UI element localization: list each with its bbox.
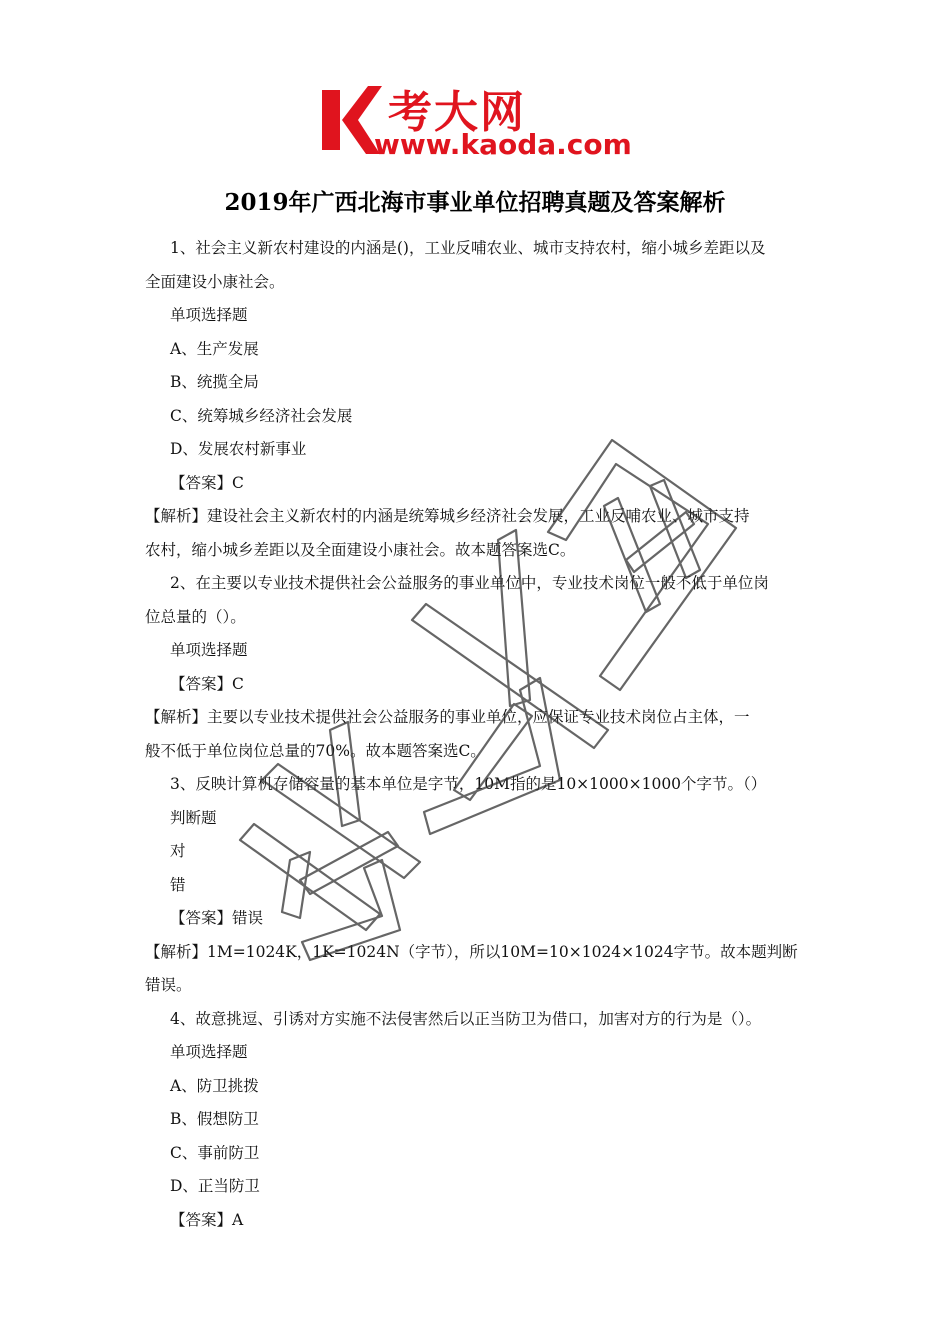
q4-answer: 【答案】A xyxy=(170,1210,244,1229)
q2-stem-line1: 2、在主要以专业技术提供社会公益服务的事业单位中，专业技术岗位一般不低于单位岗 xyxy=(170,574,769,592)
q4-option-c: C、事前防卫 xyxy=(170,1143,260,1162)
q1-analysis-line2: 农村，缩小城乡差距以及全面建设小康社会。故本题答案选C。 xyxy=(145,540,576,559)
kaoda-logo xyxy=(318,80,638,160)
q1-option-a: A、生产发展 xyxy=(170,339,259,358)
q1-stem-line1: 1、社会主义新农村建设的内涵是()，工业反哺农业、城市支持农村，缩小城乡差距以及 xyxy=(170,239,766,257)
q2-type: 单项选择题 xyxy=(170,641,248,659)
q4-type: 单项选择题 xyxy=(170,1043,248,1061)
q2-stem-line2: 位总量的（）。 xyxy=(145,607,246,626)
q4-option-a: A、防卫挑拨 xyxy=(170,1076,259,1095)
exam-content xyxy=(145,232,810,1237)
q2-analysis-line2: 般不低于单位岗位总量的70%。故本题答案选C。 xyxy=(145,741,486,760)
q4-option-d: D、正当防卫 xyxy=(170,1177,260,1195)
q3-option-false: 错 xyxy=(170,875,186,894)
q1-type: 单项选择题 xyxy=(170,306,248,324)
q4-stem: 4、故意挑逗、引诱对方实施不法侵害然后以正当防卫为借口，加害对方的行为是（）。 xyxy=(170,1009,762,1028)
brand-url: www.kaoda.com xyxy=(374,128,632,161)
q3-option-true: 对 xyxy=(170,842,186,860)
q3-analysis: 【解析】1M=1024K，1K=1024N（字节），所以10M=10×1024×1024字节。故本题判断错误。 xyxy=(145,942,798,994)
q1-answer: 【答案】C xyxy=(170,473,244,492)
q1-option-c: C、统筹城乡经济社会发展 xyxy=(170,406,353,425)
brand-name: 考大网 xyxy=(388,87,526,138)
q3-stem: 3、反映计算机存储容量的基本单位是字节，10M指的是10×1000×1000个字节。（） xyxy=(170,775,767,793)
q1-stem-line2: 全面建设小康社会。 xyxy=(145,272,285,291)
q3-answer: 【答案】错误 xyxy=(170,909,264,927)
q2-analysis-line1: 【解析】主要以专业技术提供社会公益服务的事业单位，应保证专业技术岗位占主体，一 xyxy=(145,708,750,726)
page-title: 2019年广西北海市事业单位招聘真题及答案解析 xyxy=(224,189,726,216)
q1-option-b: B、统揽全局 xyxy=(170,373,259,391)
q4-option-b: B、假想防卫 xyxy=(170,1110,259,1128)
q3-type: 判断题 xyxy=(170,808,217,827)
q1-analysis-line1: 【解析】建设社会主义新农村的内涵是统筹城乡经济社会发展，工业反哺农业、城市支持 xyxy=(145,507,750,525)
q1-option-d: D、发展农村新事业 xyxy=(170,440,307,458)
q2-answer: 【答案】C xyxy=(170,674,244,693)
